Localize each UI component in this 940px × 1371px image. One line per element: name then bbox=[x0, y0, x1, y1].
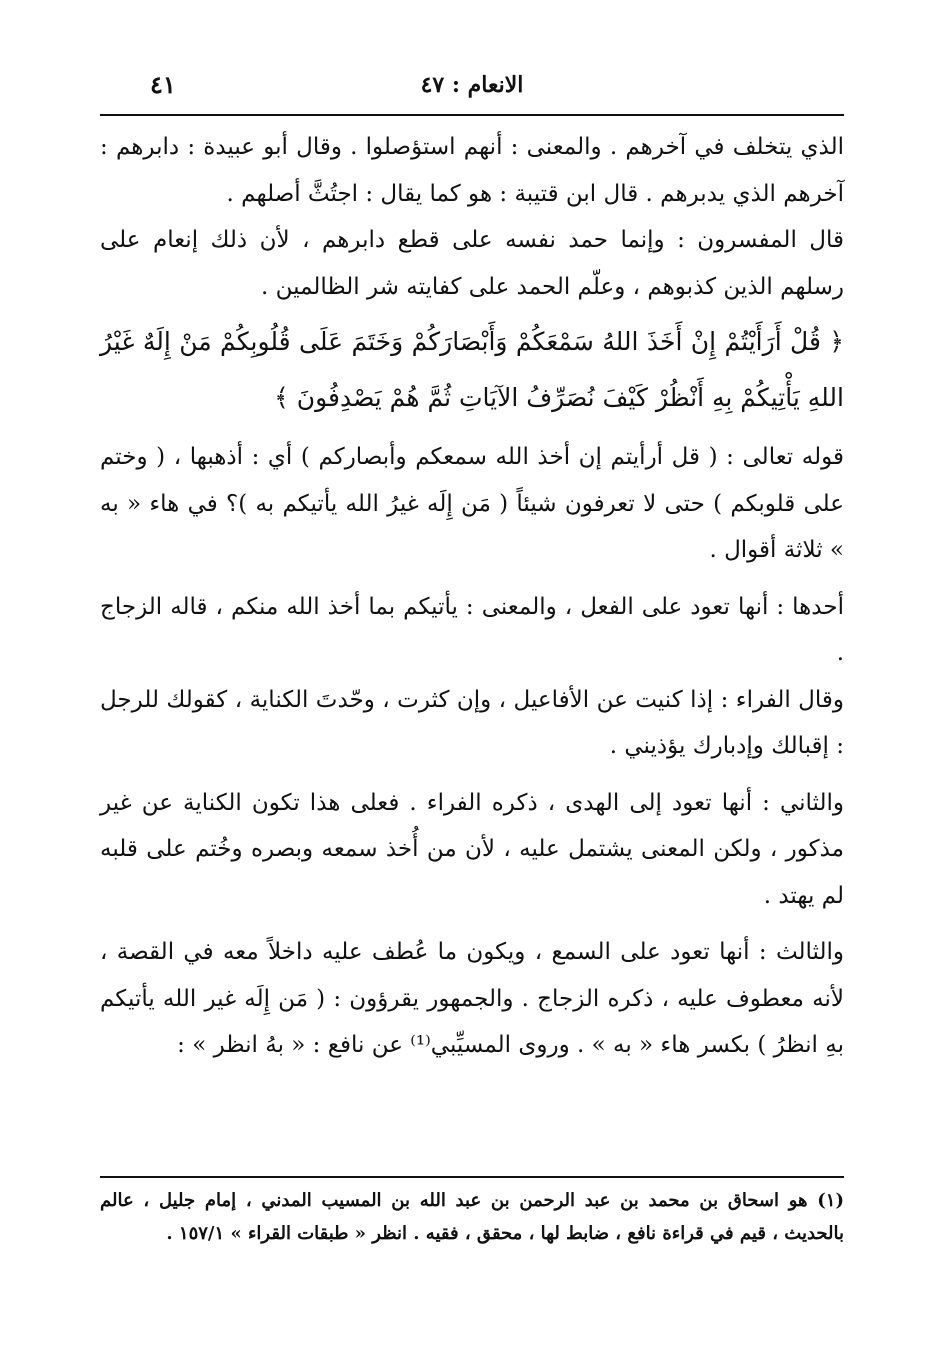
running-head: الانعام : ٤٧ bbox=[420, 72, 524, 98]
footnote-divider bbox=[100, 1176, 844, 1178]
paragraph-gap bbox=[100, 770, 844, 780]
paragraph-6: والثاني : أنها تعود إلى الهدى ، ذكره الفراء . فعلى هذا تكون الكناية عن غير مذكور ، ولكن المعنى يشتمل عليه ، لأن من أُخذ سمعه وبصره وخُتم على قلبه لم يهتد . bbox=[100, 789, 844, 909]
paragraph-5: وقال الفراء : إذا كنيت عن الأفاعيل ، وإن كثرت ، وحّدتَ الكناية ، كقولك للرجل : إقبالك وإدبارك يؤذيني . bbox=[100, 686, 844, 759]
main-text bbox=[100, 124, 844, 1069]
paragraph-gap bbox=[100, 919, 844, 929]
paragraph-7: والثالث : أنها تعود على السمع ، ويكون ما عُطف عليه داخلاً معه في القصة ، لأنه معطوف عليه ، ذكره الزجاج . والجمهور يقرؤون : ( مَن إِلَه غير الله يأتيكم بهِ انظرُ ) بكسر هاء « به » . وروى المسيِّبي⁽¹⁾ عن نافع : « بهُ انظر » : bbox=[100, 939, 844, 1058]
paragraph-gap bbox=[100, 574, 844, 584]
paragraph-2: قال المفسرون : وإنما حمد نفسه على قطع دابرهم ، لأن ذلك إنعام على رسلهم الذين كذبوهم ، وعلّم الحمد على كفايته شر الظالمين . bbox=[100, 227, 844, 300]
page-header bbox=[100, 68, 844, 108]
paragraph-4: أحدها : أنها تعود على الفعل ، والمعنى : يأتيكم بما أخذ الله منكم ، قاله الزجاج . bbox=[100, 593, 844, 666]
quran-verse: ﴿ قُلْ أَرَأَيْتُمْ إِنْ أَخَذَ اللهُ سَمْعَكُمْ وَأَبْصَارَكُمْ وَخَتَمَ عَلَى قُلُوبِكُمْ مَنْ إِلَهٌ غَيْرُ اللهِ يَأْتِيكُمْ بِهِ أَنْظُرْ كَيْفَ نُصَرِّفُ الآيَاتِ ثُمَّ هُمْ يَصْدِفُونَ ﴾ bbox=[100, 327, 845, 412]
footnote bbox=[100, 1184, 844, 1250]
footnote-text: (١) هو اسحاق بن محمد بن عبد الرحمن بن عبد الله بن المسيب المدني ، إمام جليل ، عالم بالحديث ، قيم في قراءة نافع ، ضابط لها ، محقق ، فقيه . انظر « طبقات القراء » ١٥٧/١ . bbox=[100, 1190, 844, 1244]
paragraph-3: قوله تعالى : ( قل أرأيتم إن أخذ الله سمعكم وأبصاركم ) أي : أذهبها ، ( وختم على قلوبكم ) حتى لا تعرفون شيئاً ( مَن إِلَه غيرُ الله يأتيكم به )؟ في هاء « به » ثلاثة أقوال . bbox=[100, 444, 844, 563]
header-divider bbox=[100, 114, 844, 116]
paragraph-1: الذي يتخلف في آخرهم . والمعنى : أنهم استؤصلوا . وقال أبو عبيدة : دابرهم : آخرهم الذي يدبرهم . قال ابن قتيبة : هو كما يقال : اجتُثَّ أصلهم . bbox=[100, 134, 844, 207]
page-number: ٤١ bbox=[150, 70, 176, 99]
